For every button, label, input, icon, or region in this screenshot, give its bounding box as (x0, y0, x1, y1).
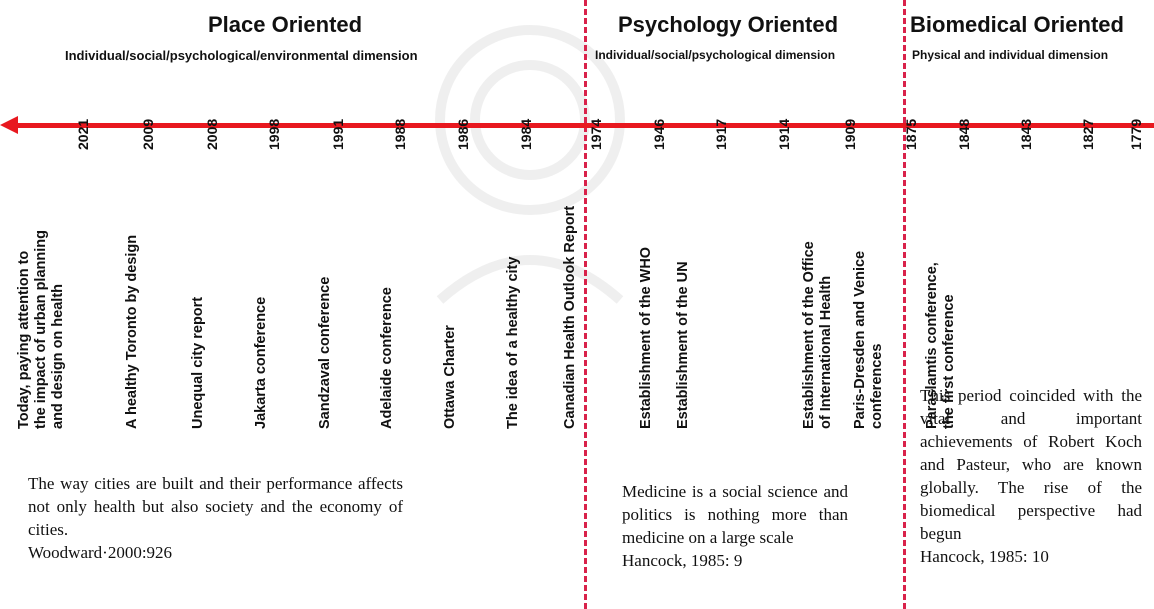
event-label-line: the first conference (941, 294, 957, 429)
event-label-line: Establishment of the WHO (638, 246, 654, 429)
quote-place-text: The way cities are built and their performance affects not only health but also society and the economy of cities. (28, 474, 403, 539)
event-label-line: Jakarta conference (253, 296, 269, 429)
quote-psychology-source: Hancock, 1985: 9 (622, 551, 743, 570)
year-label: 1991 (330, 118, 346, 150)
quote-biomedical-text: This period coincided with the vital and important achievements of Robert Koch and Pasteur, who are known globally. The rise of the biomedical perspective had begun (920, 386, 1142, 543)
divider-place-psychology (584, 0, 587, 609)
event-label-line: Canadian Health Outlook Report (562, 205, 578, 429)
quote-place (28, 472, 403, 564)
year-label: 1909 (842, 118, 858, 150)
year-label: 1848 (956, 118, 972, 150)
year-label: 2008 (204, 118, 220, 150)
section-subtitle-psychology: Individual/social/psychological dimension (595, 48, 836, 62)
event-label-line: Paris-Dresden and Venice (852, 250, 868, 429)
event-label (190, 297, 207, 429)
year-label: 1946 (651, 118, 667, 150)
year-label: 1984 (518, 118, 534, 150)
event-label-line: A healthy Toronto by design (124, 234, 140, 429)
section-title-biomedical: Biomedical Oriented (910, 12, 1124, 37)
event-label-line: and design on health (50, 283, 66, 429)
event-label (442, 325, 459, 429)
event-label (253, 297, 270, 429)
year-label: 1827 (1080, 118, 1096, 150)
year-label: 1986 (455, 118, 471, 150)
event-label-line: Establishment of the UN (675, 261, 691, 429)
event-label (379, 287, 396, 429)
year-label: 1875 (903, 118, 919, 150)
event-label-line: the impact of urban planning (33, 230, 49, 429)
year-label: 1914 (776, 118, 792, 150)
event-label-line: Paraslamtis conference, (924, 262, 940, 429)
section-title-psychology: Psychology Oriented (618, 12, 839, 37)
year-label: 2009 (140, 118, 156, 150)
event-label (675, 261, 692, 429)
section-subtitle-place: Individual/social/psychological/environmental dimension (65, 48, 418, 63)
event-label-line: Today, paying attention to (16, 250, 32, 429)
year-label: 1779 (1128, 118, 1144, 150)
event-label-line: conferences (869, 343, 885, 429)
section-subtitle-biomedical: Physical and individual dimension (912, 48, 1109, 62)
section-title-place: Place Oriented (208, 12, 363, 37)
event-label-line: The idea of a healthy city (505, 256, 521, 429)
event-label (638, 247, 655, 429)
timeline-axis (14, 123, 1154, 128)
timeline-arrow-head (0, 116, 18, 134)
divider-psychology-biomedical (903, 0, 906, 609)
year-label: 2021 (75, 118, 91, 150)
year-label: 1843 (1018, 118, 1034, 150)
event-label (852, 251, 886, 429)
event-label-line: of International Health (818, 275, 834, 429)
event-label-line: Ottawa Charter (442, 325, 458, 429)
event-label (562, 206, 579, 429)
quote-psychology (622, 480, 848, 572)
event-label (505, 257, 522, 429)
quote-place-source: Woodward·2000:926 (28, 543, 173, 562)
quote-biomedical (920, 384, 1142, 568)
year-label: 1998 (266, 118, 282, 150)
event-label (317, 277, 334, 429)
event-label-line: Sandzaval conference (317, 276, 333, 429)
event-label-line: Establishment of the Office (801, 241, 817, 429)
event-label (124, 235, 141, 429)
event-label (16, 230, 67, 429)
quote-psychology-text: Medicine is a social science and politics is nothing more than medicine on a large scale (622, 482, 848, 547)
year-label: 1917 (713, 118, 729, 150)
year-label: 1988 (392, 118, 408, 150)
event-label-line: Unequal city report (190, 296, 206, 429)
quote-biomedical-source: Hancock, 1985: 10 (920, 547, 1049, 566)
year-label: 1974 (588, 118, 604, 150)
event-label (801, 241, 835, 429)
event-label-line: Adelaide conference (379, 287, 395, 429)
